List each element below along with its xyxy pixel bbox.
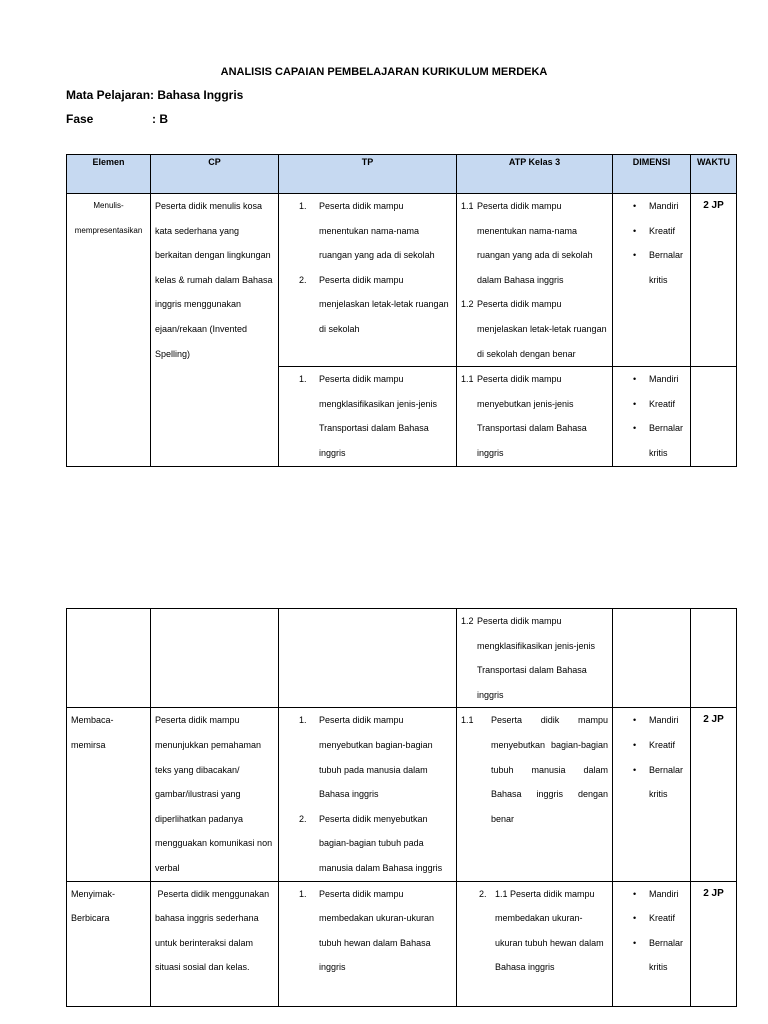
bullet-icon: • xyxy=(633,398,637,409)
tp-item xyxy=(283,194,452,268)
dimensi-item xyxy=(617,194,686,219)
atp-cell xyxy=(457,609,613,708)
tp-text: Peserta didik mampu menjelaskan letak-letak ruangan di sekolah xyxy=(319,274,449,334)
tp-cell xyxy=(279,609,457,708)
tp-text: Peserta didik mampu menyebutkan bagian-bagian tubuh pada manusia dalam Bahasa inggris xyxy=(319,715,433,800)
table-row xyxy=(67,609,737,708)
dimensi-item xyxy=(617,758,686,807)
atp-item xyxy=(461,882,608,980)
dimensi-cell xyxy=(613,367,691,466)
atp-number: 2. xyxy=(479,888,487,899)
dimensi-item xyxy=(617,416,686,465)
cp-cell xyxy=(151,881,279,1006)
tp-cell xyxy=(279,881,457,1006)
tp-number: 2. xyxy=(299,813,307,824)
table-row xyxy=(67,708,737,881)
dimensi-item xyxy=(617,931,686,980)
bullet-icon: • xyxy=(633,888,637,899)
tp-item xyxy=(283,882,452,980)
elemen-text: Menyimak-Berbicara xyxy=(71,888,116,924)
tp-text: Peserta didik menyebutkan bagian-bagian tubuh pada manusia dalam Bahasa inggris xyxy=(319,813,443,873)
bullet-icon: • xyxy=(633,715,637,726)
bullet-icon: • xyxy=(633,250,637,261)
waktu-cell xyxy=(691,708,737,881)
atp-text: Peserta didik mampu mengklasifikasikan jenis-jenis Transportasi dalam Bahasa inggris xyxy=(477,616,596,700)
analysis-table-part-2 xyxy=(66,608,737,1007)
atp-cell xyxy=(457,194,613,367)
waktu-text: 2 JP xyxy=(703,887,724,899)
atp-text: Peserta didik mampu menyebutkan jenis-jenis Transportasi dalam Bahasa inggris xyxy=(477,374,587,458)
tp-item xyxy=(283,807,452,881)
tp-text: Peserta didik mampu menentukan nama-nama ruangan yang ada di sekolah xyxy=(319,201,435,261)
tp-item xyxy=(283,367,452,465)
atp-text: 1.1 Peserta didik mampu membedakan ukuran-ukuran tubuh hewan dalam Bahasa inggris xyxy=(495,888,604,973)
tp-number: 1. xyxy=(299,374,307,385)
phase-line xyxy=(66,112,168,126)
atp-text: Peserta didik mampu menyebutkan bagian-bagian tubuh manusia dalam Bahasa inggris dengan benar xyxy=(491,715,608,824)
header-dimensi: DIMENSI xyxy=(613,155,691,194)
dimensi-text: Kreatif xyxy=(649,739,676,750)
header-cp: CP xyxy=(151,155,279,194)
atp-item xyxy=(461,194,608,292)
cp-text: Peserta didik menggunakan bahasa inggris sederhana untuk berinteraksi dalam situasi sosial dan kelas. xyxy=(155,888,272,973)
bullet-icon: • xyxy=(633,374,637,385)
bullet-icon: • xyxy=(633,201,637,211)
bullet-icon: • xyxy=(633,739,637,750)
dimensi-text: Bernalar kritis xyxy=(649,764,684,800)
bullet-icon: • xyxy=(633,423,637,434)
bullet-icon: • xyxy=(633,225,637,236)
atp-item xyxy=(461,708,608,831)
header-atp: ATP Kelas 3 xyxy=(457,155,613,194)
cp-cell xyxy=(151,194,279,467)
bullet-icon: • xyxy=(633,937,637,948)
dimensi-item xyxy=(617,219,686,244)
atp-number: 1.1 xyxy=(461,201,474,211)
analysis-table-part-1 xyxy=(66,154,737,467)
atp-number: 1.2 xyxy=(461,616,474,626)
dimensi-text: Mandiri xyxy=(649,201,679,211)
atp-cell xyxy=(457,881,613,1006)
bullet-icon: • xyxy=(633,764,637,775)
dimensi-cell xyxy=(613,881,691,1006)
cp-cell xyxy=(151,609,279,708)
tp-cell xyxy=(279,367,457,466)
tp-text: Peserta didik mampu mengklasifikasikan jenis-jenis Transportasi dalam Bahasa inggris xyxy=(319,374,438,458)
phase-label: Fase xyxy=(66,112,94,126)
tp-number: 1. xyxy=(299,715,307,726)
header-elemen: Elemen xyxy=(67,155,151,194)
atp-number: 1.1 xyxy=(461,374,474,385)
cp-text: Peserta didik mampu menunjukkan pemahaman teks yang dibacakan/ gambar/ilustrasi yang diperlihatkan padanya mengguakan komunikasi non verbal xyxy=(155,715,273,873)
table-row xyxy=(67,194,737,367)
atp-cell xyxy=(457,367,613,466)
tp-cell xyxy=(279,194,457,367)
tp-cell xyxy=(279,708,457,881)
dimensi-item xyxy=(617,367,686,392)
cp-text: Peserta didik menulis kosa kata sederhana yang berkaitan dengan lingkungan kelas & rumah dalam Bahasa inggris menggunakan ejaan/rekaan (Invented Spelling) xyxy=(155,201,273,359)
header-waktu: WAKTU xyxy=(691,155,737,194)
tp-number: 1. xyxy=(299,888,307,899)
subject-line xyxy=(66,88,243,102)
elemen-text: Membaca-memirsa xyxy=(71,715,114,750)
dimensi-item xyxy=(617,243,686,292)
waktu-cell xyxy=(691,609,737,708)
waktu-cell xyxy=(691,194,737,367)
elemen-cell xyxy=(67,609,151,708)
dimensi-text: Bernalar kritis xyxy=(649,937,684,973)
waktu-text: 2 JP xyxy=(703,200,724,211)
subject-label: Mata Pelajaran xyxy=(66,88,151,102)
atp-cell xyxy=(457,708,613,881)
tp-number: 2. xyxy=(299,274,307,285)
atp-number: 1.1 xyxy=(461,715,474,726)
phase-value: : B xyxy=(152,112,168,126)
dimensi-text: Mandiri xyxy=(649,715,679,726)
tp-item xyxy=(283,268,452,342)
dimensi-item xyxy=(617,733,686,758)
atp-text: Peserta didik mampu menjelaskan letak-letak ruangan di sekolah dengan benar xyxy=(477,299,607,359)
waktu-text: 2 JP xyxy=(703,714,724,726)
elemen-cell xyxy=(67,708,151,881)
dimensi-text: Bernalar kritis xyxy=(649,250,684,285)
tp-number: 1. xyxy=(299,201,307,211)
dimensi-text: Kreatif xyxy=(649,913,676,924)
dimensi-text: Mandiri xyxy=(649,374,679,385)
dimensi-cell xyxy=(613,609,691,708)
elemen-cell xyxy=(67,881,151,1006)
table-row xyxy=(67,881,737,1006)
dimensi-text: Mandiri xyxy=(649,888,679,899)
elemen-text: Menulis-mempresentasikan xyxy=(74,201,143,235)
waktu-cell xyxy=(691,881,737,1006)
dimensi-text: Bernalar kritis xyxy=(649,423,684,458)
header-tp: TP xyxy=(279,155,457,194)
page-title: ANALISIS CAPAIAN PEMBELAJARAN KURIKULUM MERDEKA xyxy=(220,66,548,78)
dimensi-text: Kreatif xyxy=(649,398,676,409)
waktu-cell xyxy=(691,367,737,466)
atp-item xyxy=(461,367,608,465)
tp-text: Peserta didik mampu membedakan ukuran-ukuran tubuh hewan dalam Bahasa inggris xyxy=(319,888,435,973)
dimensi-cell xyxy=(613,194,691,367)
elemen-cell xyxy=(67,194,151,467)
dimensi-item xyxy=(617,708,686,733)
dimensi-item xyxy=(617,392,686,417)
table-header-row xyxy=(67,155,737,194)
subject-value: : Bahasa Inggris xyxy=(150,88,244,102)
atp-text: Peserta didik mampu menentukan nama-nama ruangan yang ada di sekolah dalam Bahasa inggris xyxy=(477,201,593,285)
atp-item xyxy=(461,292,608,366)
dimensi-text: Kreatif xyxy=(649,225,676,236)
atp-item xyxy=(461,609,608,707)
cp-cell xyxy=(151,708,279,881)
tp-item xyxy=(283,708,452,806)
dimensi-item xyxy=(617,906,686,931)
dimensi-cell xyxy=(613,708,691,881)
bullet-icon: • xyxy=(633,913,637,924)
dimensi-item xyxy=(617,882,686,907)
atp-number: 1.2 xyxy=(461,299,474,310)
